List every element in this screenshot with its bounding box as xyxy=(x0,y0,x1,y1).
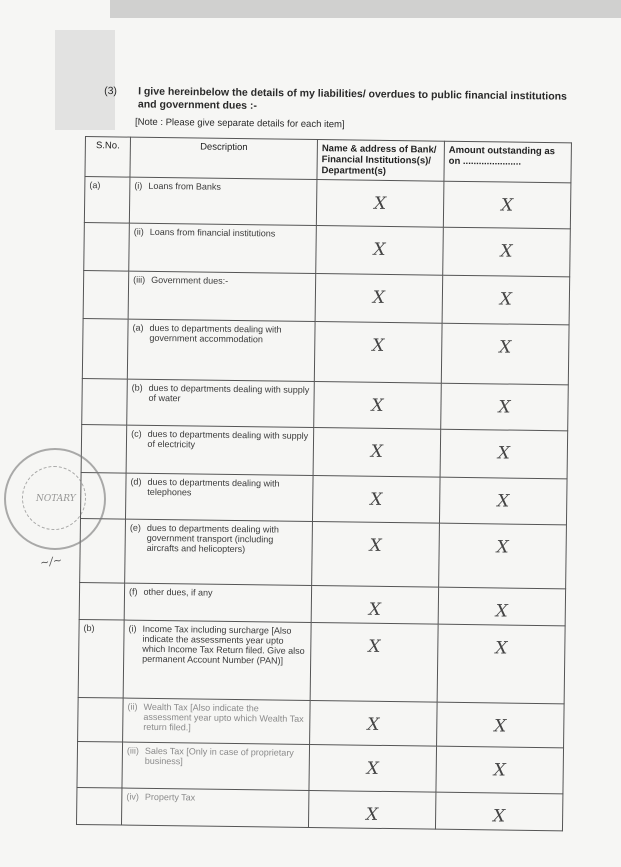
row-description-text: Income Tax including surcharge [Also indicate the assessments year upto which Income Tax Return filed. Give also permanent Account Number (PAN)] xyxy=(142,623,305,666)
handwritten-signature: ~/~ xyxy=(39,553,63,570)
section-heading-text: I give hereinbelow the details of my liabilities/ overdues to public financial institutions and government dues :- xyxy=(137,85,567,112)
row-description xyxy=(127,319,315,381)
row-name-address xyxy=(312,476,440,524)
row-sno xyxy=(78,697,124,742)
table-row xyxy=(78,619,565,703)
row-name-address xyxy=(310,623,438,703)
row-description-text: Loans from Banks xyxy=(148,180,221,192)
row-description-text: Wealth Tax [Also indicate the assessment year upto which Wealth Tax return filed.] xyxy=(143,701,304,733)
table-row xyxy=(82,378,569,430)
row-description xyxy=(128,271,316,321)
row-sno xyxy=(84,222,130,271)
row-description xyxy=(121,788,308,827)
table-row xyxy=(77,741,564,793)
row-description-text: Sales Tax [Only in case of proprietary business] xyxy=(144,745,294,767)
header-name-address: Name & address of Bank/ Financial Institutions(s)/ Department(s) xyxy=(317,140,445,182)
cross-mark: X xyxy=(368,636,381,657)
table-row xyxy=(81,424,568,478)
cross-mark: X xyxy=(494,716,507,737)
table-row xyxy=(84,222,571,276)
cross-mark: X xyxy=(372,335,385,356)
cross-mark: X xyxy=(495,638,508,659)
cross-mark: X xyxy=(369,535,382,556)
row-sno xyxy=(77,741,123,788)
row-description xyxy=(125,519,313,585)
row-sno xyxy=(83,270,129,319)
table-row xyxy=(79,582,565,625)
note-text: [Note : Please give separate details for each item] xyxy=(134,116,345,131)
cross-mark: X xyxy=(367,714,380,735)
scan-shadow-top xyxy=(110,0,621,18)
row-amount xyxy=(435,792,562,831)
row-name-address xyxy=(316,180,444,228)
cross-mark: X xyxy=(498,397,511,418)
row-description xyxy=(123,698,311,744)
row-description-text: dues to departments dealing with supply of water xyxy=(148,382,310,404)
table-row xyxy=(80,472,567,524)
row-sno xyxy=(79,582,124,620)
table-row xyxy=(76,787,562,830)
row-sub-label: (iii) xyxy=(126,745,140,756)
cross-mark: X xyxy=(499,289,513,310)
row-description-text: dues to departments dealing with government accommodation xyxy=(149,322,282,345)
row-sub-label: (f) xyxy=(128,586,138,597)
row-sub-label: (i) xyxy=(134,180,143,191)
row-sub-label: (a) xyxy=(132,322,144,333)
row-name-address xyxy=(315,274,443,324)
row-amount xyxy=(439,477,567,525)
row-name-address xyxy=(314,322,442,384)
row-sub-label: (e) xyxy=(129,522,141,533)
row-name-address xyxy=(311,586,438,625)
row-sub-label: (iii) xyxy=(133,274,146,285)
row-amount xyxy=(443,227,571,277)
row-amount xyxy=(436,746,564,794)
row-sub-label: (b) xyxy=(131,382,143,393)
table-row xyxy=(83,270,570,324)
cross-mark: X xyxy=(500,195,514,216)
cross-mark: X xyxy=(371,395,384,416)
row-description xyxy=(126,425,314,475)
cross-mark: X xyxy=(370,489,383,510)
row-name-address xyxy=(316,226,444,276)
cross-mark: X xyxy=(495,601,508,622)
cross-mark: X xyxy=(493,760,506,781)
header-sno: S.No. xyxy=(85,137,131,178)
row-description xyxy=(125,473,313,521)
scan-shadow-left xyxy=(55,30,118,130)
row-name-address xyxy=(312,522,440,588)
row-sub-label: (iv) xyxy=(126,791,139,802)
cross-mark: X xyxy=(497,491,510,512)
row-sub-label: (ii) xyxy=(127,701,138,712)
table-row xyxy=(84,177,571,229)
row-amount xyxy=(441,383,569,431)
row-description xyxy=(123,620,311,700)
cross-mark: X xyxy=(373,193,387,214)
notary-seal xyxy=(4,448,106,550)
table-row xyxy=(80,518,567,588)
row-sno xyxy=(76,787,121,825)
cross-mark: X xyxy=(368,599,381,620)
cross-mark: X xyxy=(373,239,386,260)
row-sno xyxy=(82,378,128,425)
row-name-address xyxy=(309,744,437,792)
row-description-text: dues to departments dealing with telephones xyxy=(147,476,280,498)
row-description-text: other dues, if any xyxy=(143,586,213,598)
table-header-row xyxy=(85,137,571,183)
row-amount xyxy=(441,323,569,385)
row-amount xyxy=(438,587,565,626)
cross-mark: X xyxy=(497,443,511,464)
row-sub-label: (d) xyxy=(130,476,142,487)
row-amount xyxy=(443,181,571,229)
row-description xyxy=(124,583,311,622)
row-sno: (a) xyxy=(84,177,130,224)
cross-mark: X xyxy=(365,804,379,825)
section-heading xyxy=(104,85,588,117)
row-description-text: dues to departments dealing with government transport (including aircrafts and helicopters) xyxy=(146,522,280,555)
row-name-address xyxy=(308,790,435,829)
row-description-text: Loans from financial institutions xyxy=(149,226,276,239)
row-sub-label: (i) xyxy=(128,623,137,634)
row-description-text: Government dues:- xyxy=(151,274,229,286)
row-description-text: dues to departments dealing with supply of electricity xyxy=(147,428,309,450)
cross-mark: X xyxy=(492,806,506,827)
row-sub-label: (ii) xyxy=(133,226,144,237)
row-name-address xyxy=(313,428,441,478)
row-sno: (b) xyxy=(78,619,124,698)
row-name-address xyxy=(310,700,438,746)
table-row xyxy=(78,697,565,747)
row-amount xyxy=(437,702,565,748)
cross-mark: X xyxy=(366,758,379,779)
cross-mark: X xyxy=(499,337,512,358)
row-description xyxy=(129,223,317,273)
liabilities-table xyxy=(76,136,572,831)
header-amount: Amount outstanding as on ...................... xyxy=(444,141,572,183)
row-description xyxy=(127,379,315,427)
row-name-address xyxy=(314,382,442,430)
table-row xyxy=(82,318,569,384)
cross-mark: X xyxy=(370,441,384,462)
row-sub-label: (c) xyxy=(131,428,142,439)
notary-seal-text: NOTARY xyxy=(36,494,76,504)
row-sno xyxy=(82,318,128,379)
cross-mark: X xyxy=(500,241,513,262)
row-amount xyxy=(439,523,567,589)
row-description xyxy=(129,177,317,225)
cross-mark: X xyxy=(372,287,386,308)
row-amount xyxy=(437,624,565,704)
row-description-text: Property Tax xyxy=(144,791,196,803)
row-amount xyxy=(442,275,570,325)
row-description xyxy=(122,742,310,790)
header-description: Description xyxy=(130,137,318,179)
section-number: (3) xyxy=(104,85,118,98)
cross-mark: X xyxy=(496,537,509,558)
row-amount xyxy=(440,429,568,479)
